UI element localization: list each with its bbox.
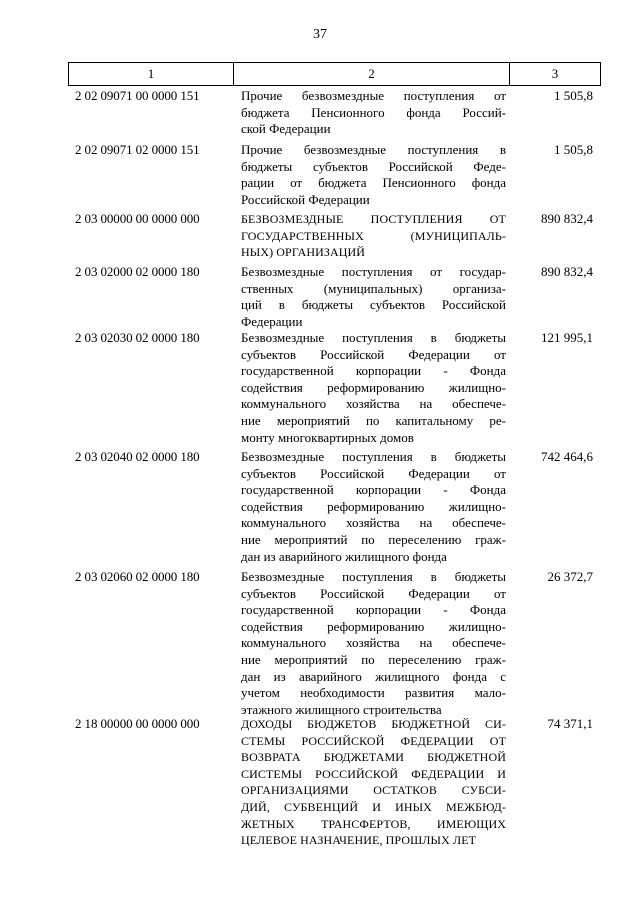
revenue-description (241, 264, 506, 330)
revenue-description (241, 142, 506, 208)
description-line: этажного жилищного строительства (241, 701, 442, 717)
description-line: содействия реформированию жилищно- (241, 379, 506, 395)
description-line: Прочие безвозмездные поступления от (241, 88, 506, 103)
description-line: дан из аварийного жилищного фонда (241, 548, 447, 564)
description-line: коммунального хозяйства на обеспече- (241, 515, 506, 531)
budget-code: 2 02 09071 00 0000 151 (75, 88, 200, 103)
description-line: Прочие безвозмездные поступления в (241, 142, 506, 157)
description-line: ГОСУДАРСТВЕННЫХ (МУНИЦИПАЛЬ- (241, 228, 506, 243)
description-line: государственной корпорации - Фонда (241, 363, 506, 379)
description-line: рации от бюджета Пенсионного фонда (241, 175, 506, 191)
description-line: содействия реформированию жилищно- (241, 498, 506, 514)
description-line: ВОЗВРАТА БЮДЖЕТАМИ БЮДЖЕТНОЙ (241, 750, 506, 765)
description-line: субъектов Российской Федерации от (241, 465, 506, 481)
revenue-description (241, 716, 506, 849)
budget-code: 2 03 02060 02 0000 180 (75, 569, 200, 584)
description-line: ДИЙ, СУБВЕНЦИЙ И ИНЫХ МЕЖБЮД- (241, 799, 506, 814)
amount: 26 372,7 (547, 569, 593, 584)
description-line: ской Федерации (241, 121, 331, 137)
revenue-description (241, 211, 506, 261)
description-line: Безвозмездные поступления в бюджеты (241, 449, 506, 464)
description-line: Безвозмездные поступления от государ- (241, 264, 506, 279)
page-number: 37 (313, 27, 327, 42)
description-line: субъектов Российской Федерации от (241, 346, 506, 362)
revenue-description (241, 330, 506, 446)
budget-code: 2 03 00000 00 0000 000 (75, 211, 200, 226)
description-line: СИСТЕМЫ РОССИЙСКОЙ ФЕДЕРАЦИИ И (241, 766, 506, 781)
description-line: коммунального хозяйства на обеспече- (241, 396, 506, 412)
description-line: ние мероприятий по переселению граж- (241, 531, 506, 547)
revenue-description (241, 449, 506, 565)
description-line: ственных (муниципальных) организа- (241, 280, 506, 296)
amount: 1 505,8 (554, 88, 593, 103)
budget-code: 2 18 00000 00 0000 000 (75, 716, 200, 731)
description-line: ДОХОДЫ БЮДЖЕТОВ БЮДЖЕТНОЙ СИ- (241, 717, 506, 731)
description-line: бюджеты субъектов Российской Феде- (241, 158, 506, 174)
description-line: бюджета Пенсионного фонда Россий- (241, 104, 506, 120)
description-line: государственной корпорации - Фонда (241, 602, 506, 618)
description-line: ние мероприятий по капитальному ре- (241, 412, 506, 428)
amount: 890 832,4 (541, 264, 593, 279)
budget-code: 2 03 02000 02 0000 180 (75, 264, 200, 279)
description-line: Безвозмездные поступления в бюджеты (241, 330, 506, 345)
description-line: НЫХ) ОРГАНИЗАЦИЙ (241, 245, 366, 260)
description-line: ЖЕТНЫХ ТРАНСФЕРТОВ, ИМЕЮЩИХ (241, 816, 506, 831)
description-line: ЦЕЛЕВОЕ НАЗНАЧЕНИЕ, ПРОШЛЫХ ЛЕТ (241, 833, 477, 848)
header-col-3: 3 (551, 66, 559, 81)
amount: 890 832,4 (541, 211, 593, 226)
header-col-1: 1 (69, 63, 234, 85)
amount: 74 371,1 (547, 716, 593, 731)
description-line: коммунального хозяйства на обеспече- (241, 635, 506, 651)
description-line: Российской Федерации (241, 191, 370, 207)
budget-code: 2 03 02040 02 0000 180 (75, 449, 200, 464)
description-line: дан из аварийного жилищного фонда с (241, 668, 506, 684)
description-line: Федерации (241, 313, 303, 329)
description-line: ние мероприятий по переселению граж- (241, 651, 506, 667)
header-col-2: 2 (234, 63, 510, 85)
description-line: содействия реформированию жилищно- (241, 618, 506, 634)
description-line: ций в бюджеты субъектов Российской (241, 297, 506, 313)
amount: 1 505,8 (554, 142, 593, 157)
description-line: БЕЗВОЗМЕЗДНЫЕ ПОСТУПЛЕНИЯ ОТ (241, 212, 506, 226)
description-line: субъектов Российской Федерации от (241, 585, 506, 601)
budget-code: 2 03 02030 02 0000 180 (75, 330, 200, 345)
revenue-description (241, 88, 506, 138)
table-header-row (68, 62, 601, 86)
description-line: учетом необходимости развития мало- (241, 685, 506, 701)
budget-code: 2 02 09071 02 0000 151 (75, 142, 200, 157)
description-line: СТЕМЫ РОССИЙСКОЙ ФЕДЕРАЦИИ ОТ (241, 733, 506, 748)
description-line: ОРГАНИЗАЦИЯМИ ОСТАТКОВ СУБСИ- (241, 783, 506, 798)
revenue-description (241, 569, 506, 718)
description-line: монту многоквартирных домов (241, 429, 414, 445)
description-line: Безвозмездные поступления в бюджеты (241, 569, 506, 584)
amount: 742 464,6 (541, 449, 593, 464)
amount: 121 995,1 (541, 330, 593, 345)
description-line: государственной корпорации - Фонда (241, 482, 506, 498)
